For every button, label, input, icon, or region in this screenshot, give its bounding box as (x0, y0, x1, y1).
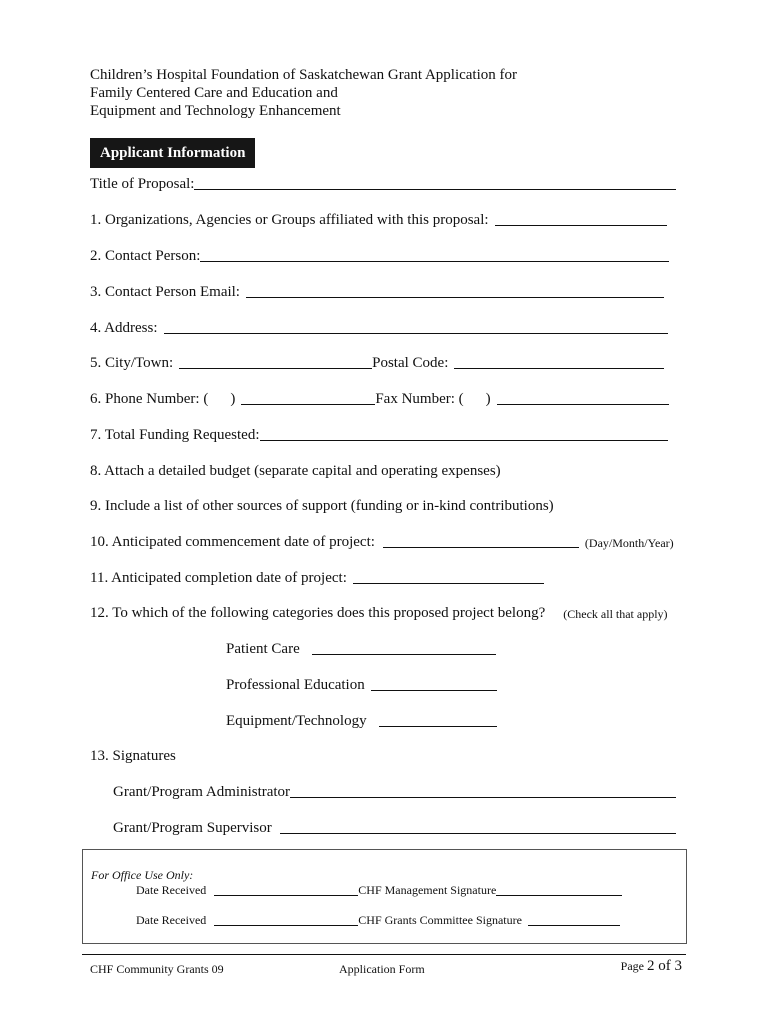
label-signatures: 13. Signatures (90, 748, 176, 764)
text-attach-budget: 8. Attach a detailed budget (separate capital and operating expenses) (90, 463, 501, 479)
footer-page-value: 2 of 3 (647, 958, 682, 974)
field-total-funding (90, 422, 668, 444)
field-affiliated-organizations (90, 207, 667, 229)
input-affiliated-organizations[interactable] (495, 210, 667, 226)
label-patient-care: Patient Care (226, 641, 300, 657)
input-date-received-2[interactable] (214, 913, 358, 926)
text-other-sources: 9. Include a list of other sources of support (funding or in-kind contributions) (90, 498, 554, 514)
instruction-attach-budget (90, 458, 501, 480)
category-equipment-technology (226, 708, 497, 730)
field-phone-fax (90, 386, 669, 408)
field-city-postal (90, 350, 664, 372)
field-address (90, 315, 668, 337)
input-contact-person[interactable] (200, 246, 669, 262)
label-supervisor: Grant/Program Supervisor (113, 820, 272, 836)
checkline-professional-education[interactable] (371, 675, 497, 691)
input-date-received-1[interactable] (214, 883, 358, 896)
input-address[interactable] (164, 318, 668, 334)
checkline-equipment-technology[interactable] (379, 711, 497, 727)
input-city[interactable] (179, 353, 372, 369)
title-line-3: Equipment and Technology Enhancement (90, 103, 341, 119)
fax-paren-close: ) (485, 391, 491, 407)
footer-left: CHF Community Grants 09 (90, 962, 224, 976)
input-title-of-proposal[interactable] (194, 174, 676, 190)
label-date-received-1: Date Received (136, 883, 207, 897)
label-city: 5. City/Town: (90, 355, 174, 371)
footer-center: Application Form (339, 962, 425, 976)
label-equipment-technology: Equipment/Technology (226, 713, 367, 729)
instruction-other-sources (90, 493, 554, 515)
office-row-committee (136, 912, 620, 928)
category-professional-education (226, 672, 497, 694)
input-completion-date[interactable] (353, 568, 544, 584)
label-contact-person: 2. Contact Person: (90, 248, 201, 264)
input-management-signature[interactable] (496, 883, 622, 896)
input-administrator-signature[interactable] (290, 782, 676, 798)
note-date-format: (Day/Month/Year) (584, 536, 674, 550)
office-row-management (136, 882, 622, 898)
label-project-categories: 12. To which of the following categories does this proposed project belong? (90, 605, 546, 621)
label-title-of-proposal: Title of Proposal: (90, 176, 195, 192)
input-fax-number[interactable] (497, 389, 669, 405)
input-total-funding[interactable] (260, 425, 668, 441)
field-completion-date (90, 565, 544, 587)
label-contact-email: 3. Contact Person Email: (90, 284, 240, 300)
field-commencement-date (90, 529, 674, 551)
label-address: 4. Address: (90, 320, 158, 336)
label-administrator: Grant/Program Administrator (113, 784, 291, 800)
input-committee-signature[interactable] (528, 913, 620, 926)
section-header-applicant-information: Applicant Information (90, 138, 255, 168)
input-phone-number[interactable] (241, 389, 375, 405)
office-use-box (82, 849, 687, 944)
label-professional-education: Professional Education (226, 677, 365, 693)
signature-supervisor (113, 815, 676, 837)
field-title-of-proposal (90, 171, 676, 193)
label-fax-number: Fax Number: ( (375, 391, 464, 407)
document-title (90, 66, 690, 120)
label-date-received-2: Date Received (136, 913, 207, 927)
field-contact-email (90, 279, 664, 301)
phone-paren-close: ) (230, 391, 236, 407)
label-postal-code: Postal Code: (372, 355, 449, 371)
label-management-signature: CHF Management Signature (358, 883, 497, 897)
field-project-categories (90, 600, 668, 622)
label-commencement-date: 10. Anticipated commencement date of project: (90, 534, 375, 550)
label-affiliated-organizations: 1. Organizations, Agencies or Groups affiliated with this proposal: (90, 212, 489, 228)
input-postal-code[interactable] (454, 353, 664, 369)
label-phone-number: 6. Phone Number: ( (90, 391, 209, 407)
input-commencement-date[interactable] (383, 532, 579, 548)
input-supervisor-signature[interactable] (280, 818, 676, 834)
signature-administrator (113, 779, 676, 801)
footer-page-number (621, 958, 682, 975)
checkline-patient-care[interactable] (312, 639, 496, 655)
category-patient-care (226, 636, 496, 658)
footer-page-prefix: Page (620, 959, 644, 973)
field-contact-person (90, 243, 669, 265)
label-committee-signature: CHF Grants Committee Signature (358, 913, 522, 927)
heading-signatures (90, 743, 176, 765)
footer-divider (82, 954, 686, 955)
label-completion-date: 11. Anticipated completion date of project: (90, 570, 347, 586)
input-contact-email[interactable] (246, 282, 664, 298)
title-line-1: Children’s Hospital Foundation of Saskatchewan Grant Application for (90, 67, 518, 83)
title-line-2: Family Centered Care and Education and (90, 85, 338, 101)
note-check-all: (Check all that apply) (563, 607, 668, 621)
office-use-title: For Office Use Only: (91, 868, 194, 882)
label-total-funding: 7. Total Funding Requested: (90, 427, 260, 443)
